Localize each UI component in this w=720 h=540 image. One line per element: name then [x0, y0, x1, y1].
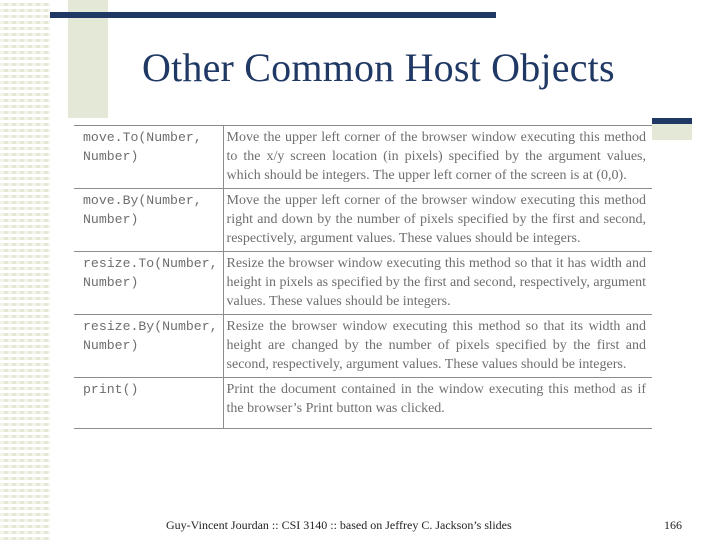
slide-title: Other Common Host Objects	[142, 45, 615, 90]
method-cell: move.To(Number, Number)	[74, 126, 223, 189]
table-row	[74, 126, 652, 189]
description-cell: Resize the browser window executing this method so that it has width and height in pixels as specified by the first and second, respectively, argument values. These values should be integers.	[223, 252, 652, 315]
decorative-stripes-overlay	[0, 0, 50, 540]
table-row	[74, 189, 652, 252]
method-cell: resize.By(Number, Number)	[74, 315, 223, 378]
method-cell: print()	[74, 378, 223, 429]
table-row	[74, 252, 652, 315]
description-cell: Resize the browser window executing this method so that its width and height are changed by the number of pixels specified by the first and second, respectively, argument values. These values should be integers.	[223, 315, 652, 378]
description-cell: Print the document contained in the window executing this method as if the browser’s Print button was clicked.	[223, 378, 652, 429]
page-number: 166	[664, 518, 682, 532]
methods-table	[74, 125, 652, 429]
decorative-top-bar	[50, 12, 496, 18]
table-row	[74, 378, 652, 429]
method-cell: resize.To(Number, Number)	[74, 252, 223, 315]
description-cell: Move the upper left corner of the browser window executing this method to the x/y screen location (in pixels) specified by the argument values, which should be integers. The upper left corner of the screen is at (0,0).	[223, 126, 652, 189]
decorative-right-block	[652, 124, 692, 140]
description-cell: Move the upper left corner of the browser window executing this method right and down by the number of pixels specified by the first and second, respectively, argument values. These values should be integers.	[223, 189, 652, 252]
table-row	[74, 315, 652, 378]
slide-footer: Guy-Vincent Jourdan :: CSI 3140 :: based on Jeffrey C. Jackson’s slides	[166, 518, 512, 532]
method-cell: move.By(Number, Number)	[74, 189, 223, 252]
